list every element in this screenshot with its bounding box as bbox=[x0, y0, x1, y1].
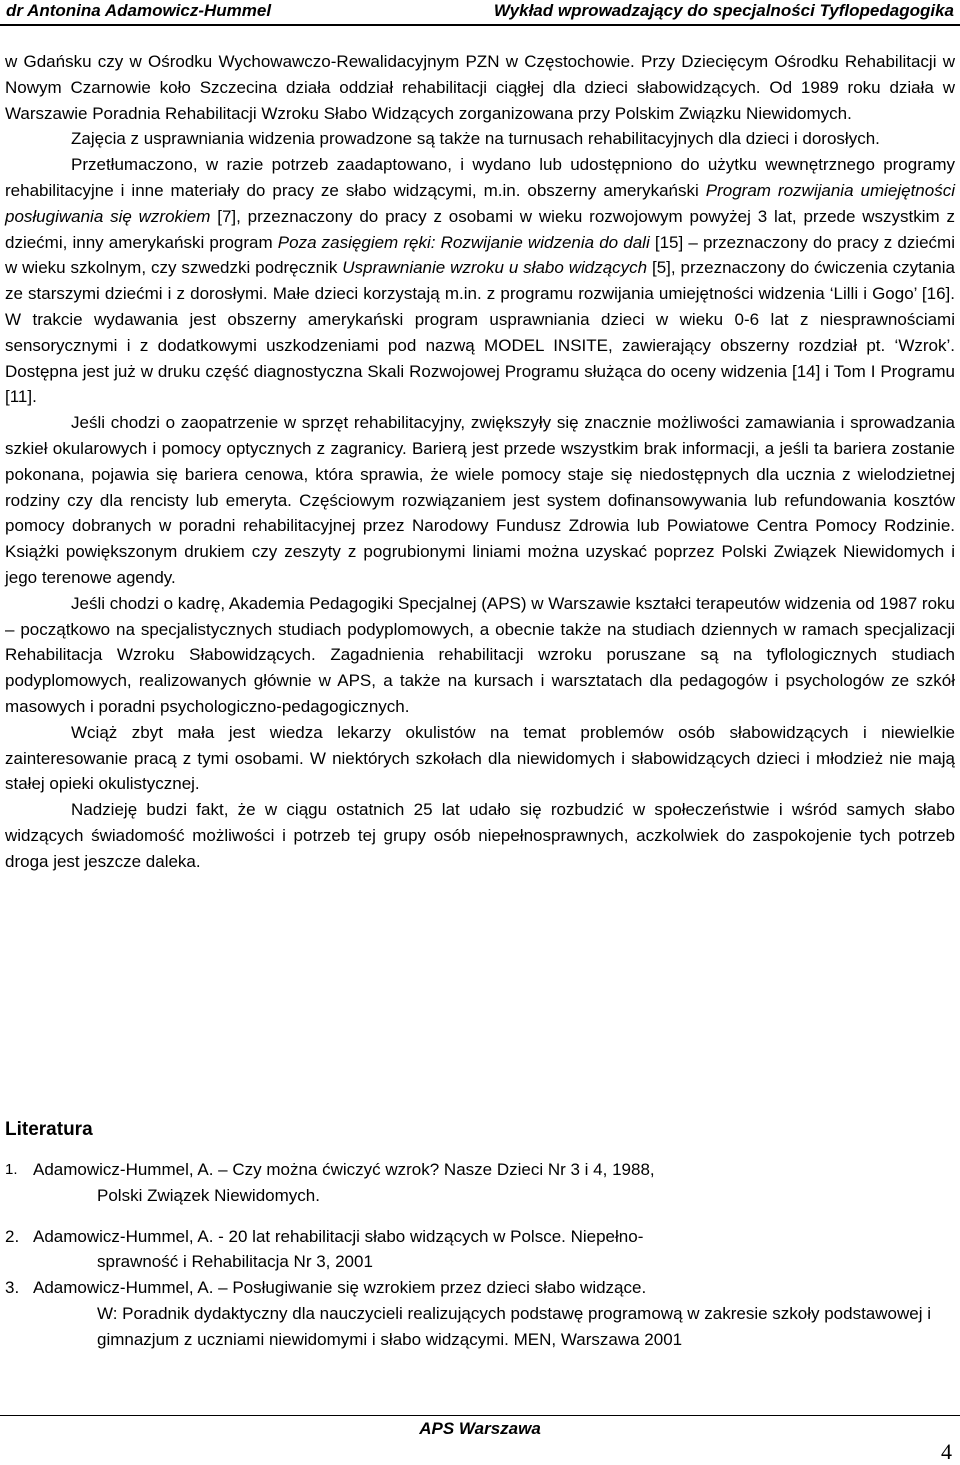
paragraph: Wciąż zbyt mała jest wiedza lekarzy okulistów na temat problemów osób słabowidzących i niewielkie zainteresowanie pracą z tymi osobami. W niektórych szkołach dla niewidomych i słabowidzących dzieci i młodzież nie mają stałej opieki okulistycznej. bbox=[5, 722, 955, 794]
literature-heading: Literatura bbox=[5, 1119, 93, 1140]
reference-text-continued: sprawność i Rehabilitacja Nr 3, 2001 bbox=[97, 1252, 373, 1272]
footer-divider bbox=[0, 1415, 960, 1416]
reference-item bbox=[5, 1157, 955, 1209]
reference-text: Adamowicz-Hummel, A. – Czy można ćwiczyć wzrok? Nasze Dzieci Nr 3 i 4, 1988, bbox=[33, 1160, 655, 1179]
paragraph: Jeśli chodzi o zaopatrzenie w sprzęt rehabilitacyjny, zwiększyły się znacznie możliwości zamawiania i sprowadzania szkieł okularowych i pomocy optycznych z zagranicy. Barierą jest przede wszystkim brak informacji, a jeśli ta bariera zostanie pokonana, pojawia się bariera cenowa, która sprawia, że wiele pomocy staje się niedostępnych dla ucznia z wielodzietnej rodziny czy dla rencisty lub emeryta. Częściowym rozwiązaniem jest system dofinansowywania lub refundowania kosztów pomocy dobranych w poradni rehabilitacyjnej przez Narodowy Fundusz Zdrowia lub Powiatowe Centra Pomocy Rodzinie. Książki powiększonym drukiem czy zeszyty z pogrubionymi liniami można uzyskać poprzez Polski Związek Niewidomych i jego terenowe agendy. bbox=[5, 413, 955, 587]
page-header bbox=[0, 0, 960, 26]
paragraph-text: [15] – przeznaczony do pracy z dziećmi w wieku szkolnym, czy szwedzki podręcznik bbox=[5, 232, 955, 278]
reference-text: Adamowicz-Hummel, A. - 20 lat rehabilitacji słabo widzących w Polsce. Niepełno- bbox=[33, 1226, 644, 1246]
reference-number: 1. bbox=[5, 1161, 18, 1178]
reference-text-continued: Polski Związek Niewidomych. bbox=[97, 1185, 320, 1205]
reference-list bbox=[5, 1157, 955, 1353]
paragraph-text: [7], przeznaczony do pracy z osobami w wieku rozwojowym powyżej 3 lat, przede wszystkim z dziećmi, inny amerykański program bbox=[5, 206, 955, 252]
document-body bbox=[5, 49, 955, 875]
reference-item bbox=[5, 1224, 955, 1276]
reference-number: 3. bbox=[5, 1278, 20, 1298]
footer-institution: APS Warszawa bbox=[419, 1419, 541, 1438]
paragraph: w Gdańsku czy w Ośrodku Wychowawczo-Rewalidacyjnym PZN w Częstochowie. Przy Dziecięcym Ośrodku Rehabilitacji w Nowym Czarnowie koło Szczecina działa oddział rehabilitacji ciągłej dla dzieci słabowidzących. Od 1989 roku działa w Warszawie Poradnia Rehabilitacji Wzroku Słabo Widzących zorganizowana przy Polskim Związku Niewidomych. bbox=[5, 52, 955, 123]
book-title: Program rozwijania umiejętności posługiwania się wzrokiem bbox=[5, 180, 955, 226]
reference-text-continued: W: Poradnik dydaktyczny dla nauczycieli realizujących podstawę programową w zakresie szkoły podstawowej i gimnazjum z uczniami niewidomymi i słabo widzącymi. MEN, Warszawa 2001 bbox=[97, 1303, 932, 1349]
paragraph-text: [5], przeznaczony do ćwiczenia czytania ze starszymi dziećmi i z dorosłymi. Małe dzieci korzystają m.in. z programu rozwijania umiejętności widzenia ‘Lilli i Gogo’ [16]. W trakcie wydawania jest obszerny amerykański program usprawniania dzieci w wieku 0-6 lat z niesprawnościami sensorycznymi i z dodatkowymi uszkodzeniami pod nazwą MODEL INSITE, zawierający obszerny rozdział pt. ‘Wzrok’. Dostępna jest już w druku część diagnostyczna Skali Rozwojowej Programu służąca do oceny widzenia [14] i Tom I Programu [11]. bbox=[5, 258, 955, 407]
paragraph-text: Przetłumaczono, w razie potrzeb zaadaptowano, i wydano lub udostępniono do użytku wewnętrznego programy rehabilitacyjne i inne materiały do pracy ze słabo widzącymi, m.in. obszerny amerykański bbox=[5, 155, 955, 200]
book-title: Poza zasięgiem ręki: Rozwijanie widzenia do dali bbox=[277, 232, 650, 252]
reference-number: 2. bbox=[5, 1226, 20, 1246]
page-number: 4 bbox=[941, 1439, 952, 1464]
paragraph: Zajęcia z usprawniania widzenia prowadzone są także na turnusach rehabilitacyjnych dla dzieci i dorosłych. bbox=[71, 129, 880, 149]
paragraph bbox=[5, 152, 955, 410]
reference-item bbox=[5, 1275, 955, 1352]
header-course-title: Wykład wprowadzający do specjalności Tyflopedagogika bbox=[493, 1, 954, 20]
paragraph: Jeśli chodzi o kadrę, Akademia Pedagogiki Specjalnej (APS) w Warszawie kształci terapeutów widzenia od 1987 roku – początkowo na specjalistycznych studiach podyplomowych, a obecnie także na studiach dziennych w ramach specjalizacji Rehabilitacja Wzroku Słabowidzących. Zagadnienia rehabilitacji wzroku poruszane są na tyflologicznych studiach podyplomowych, realizowanych głównie w APS, a także na kursach i warsztatach dla pedagogów i psychologów ze szkół masowych i poradni psychologiczno-pedagogicznych. bbox=[5, 593, 955, 716]
reference-text: Adamowicz-Hummel, A. – Posługiwanie się wzrokiem przez dzieci słabo widzące. bbox=[33, 1278, 647, 1298]
paragraph: Nadzieję budzi fakt, że w ciągu ostatnich 25 lat udało się rozbudzić w społeczeństwie i wśród samych słabo widzących świadomość możliwości i potrzeb tej grupy osób niepełnosprawnych, aczkolwiek do zaspokojenie tych potrzeb droga jest jeszcze daleka. bbox=[5, 800, 955, 871]
book-title: Usprawnianie wzroku u słabo widzących bbox=[342, 258, 648, 278]
header-author: dr Antonina Adamowicz-Hummel bbox=[6, 1, 272, 20]
